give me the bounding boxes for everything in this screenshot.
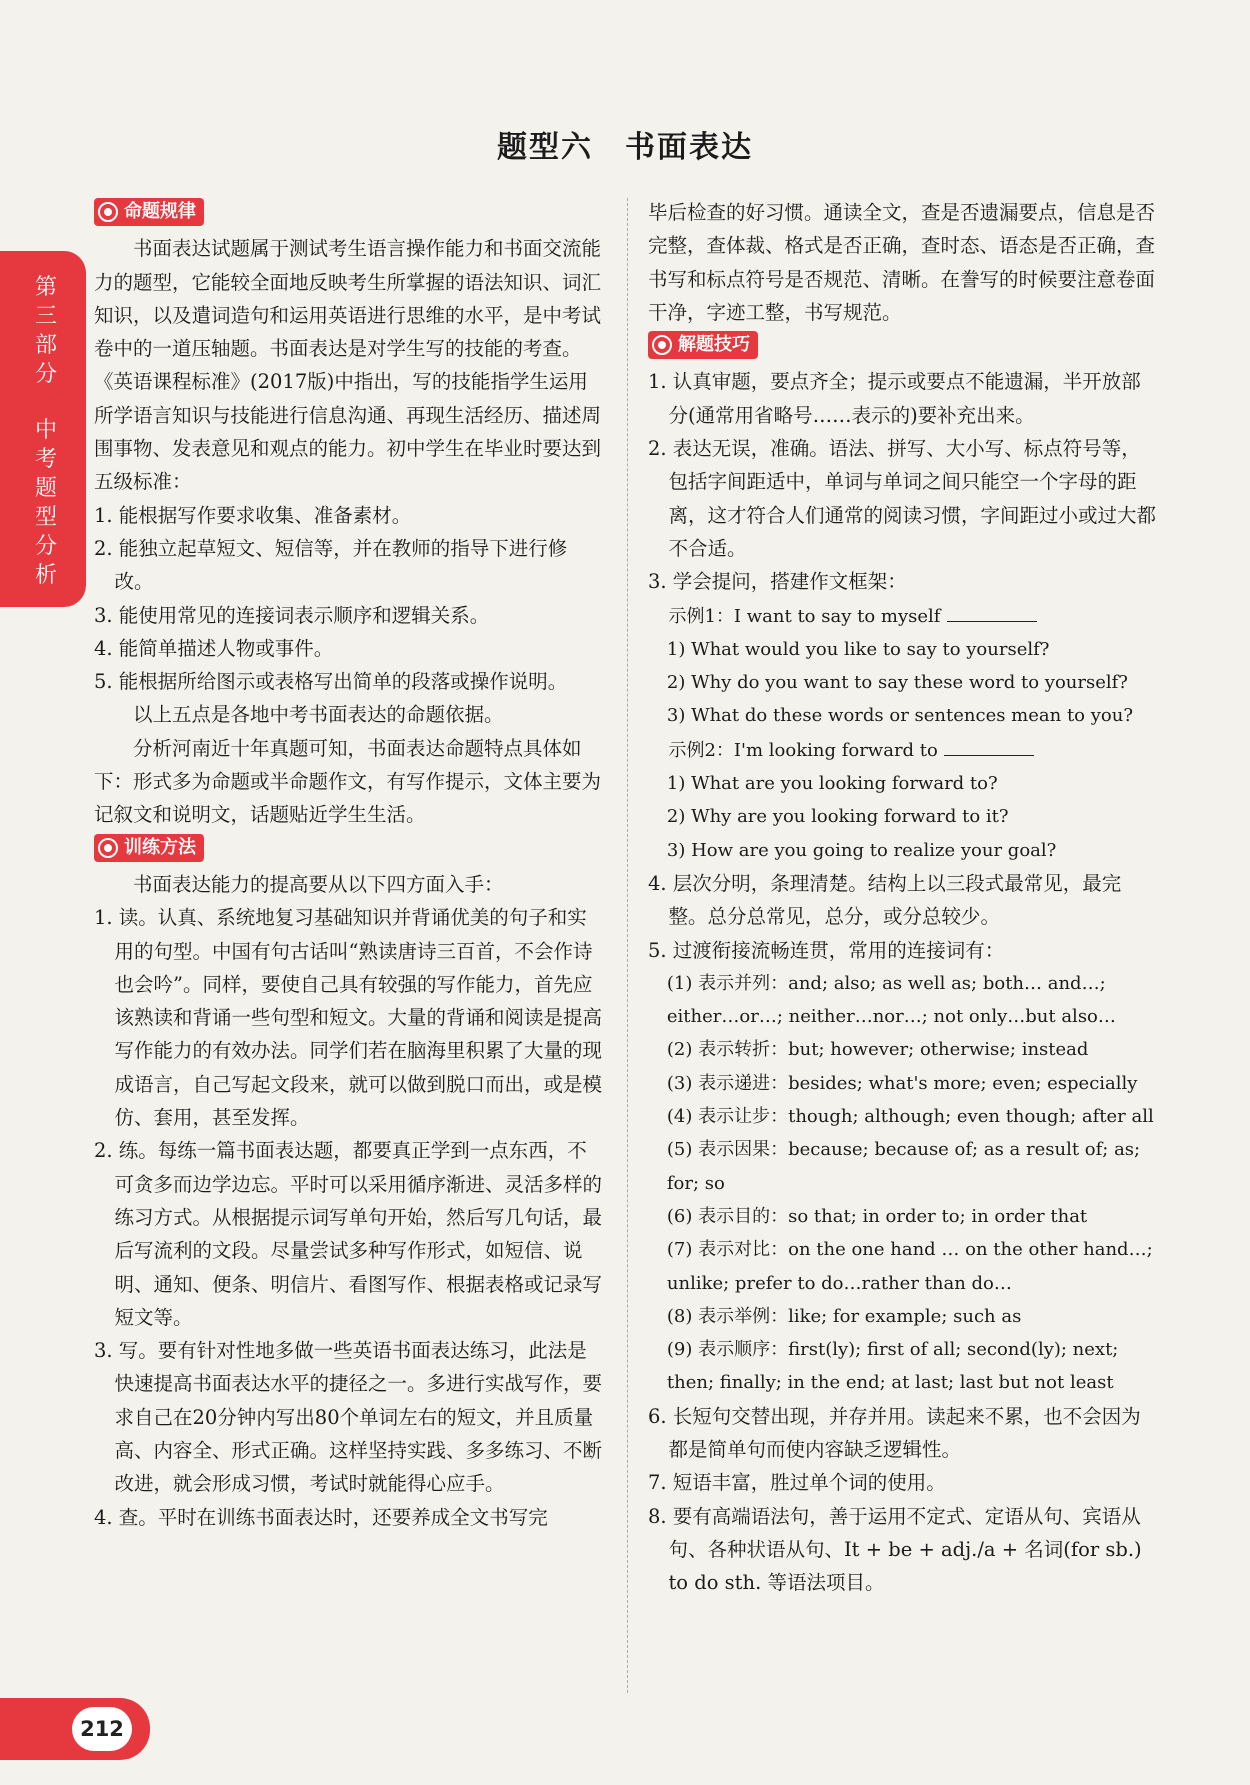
connector-line: (4) 表示让步：though; although; even though; after all: [666, 1106, 1154, 1128]
section-label-tips: [648, 331, 758, 359]
list-item: 4. 能简单描述人物或事件。: [94, 636, 334, 660]
example-question: 3) How are you going to realize your goal?: [666, 839, 1057, 861]
example-question: 2) Why are you looking forward to it?: [666, 806, 1009, 828]
list-item: 2. 表达无误，准确。语法、拼写、大小写、标点符号等，包括字间距适中，单词与单词之间只能空一个字母的距离，这才符合人们通常的阅读习惯，字间距过小或过大都不合适。: [648, 437, 1156, 560]
paragraph: 书面表达试题属于测试考生语言操作能力和书面交流能力的题型，它能较全面地反映考生所掌握的语法知识、词汇知识，以及遣词造句和运用英语进行思维的水平，是中考试卷中的一道压轴题。书面表达是对学生写的技能的考查。《英语课程标准》(2017版)中指出，写的技能指学生运用所学语言知识与技能进行信息沟通、再现生活经历、描述周围事物、发表意见和观点的能力。初中学生在毕业时要达到五级标准：: [94, 237, 602, 494]
column-divider: [627, 198, 628, 1693]
connector-line: (9) 表示顺序：first(ly); first of all; second(ly); next; then; finally; in the end; at last; last but not least: [666, 1339, 1119, 1394]
page-title: 题型六 书面表达: [497, 130, 753, 165]
list-item: 1. 认真审题，要点齐全；提示或要点不能遗漏，半开放部分(通常用省略号……表示的)要补充出来。: [648, 370, 1141, 427]
section-side-tab: [0, 251, 86, 607]
section-label-text: 命题规律: [124, 201, 196, 222]
example-question: 1) What would you like to say to yourself?: [666, 638, 1050, 660]
section-badge-icon: [98, 202, 118, 222]
list-item: 2. 练。每练一篇书面表达题，都要真正学到一点东西，不可贪多而边学边忘。平时可以采用循序渐进、灵活多样的练习方式。从根据提示词写单句开始，然后写几句话，最后写流利的文段。尽量尝试多种写作形式，如短信、说明、通知、便条、明信片、看图写作、根据表格或记录写短文等。: [94, 1139, 602, 1329]
example-line: 示例2：I'm looking forward to: [648, 733, 1160, 767]
side-tab-name: 中考题型分析: [34, 418, 57, 588]
section-label-training: [94, 834, 204, 862]
section-badge-icon: [98, 838, 118, 858]
section-label-text: 训练方法: [124, 836, 196, 858]
connector-line: (6) 表示目的：so that; in order to; in order that: [666, 1205, 1088, 1227]
paragraph: 书面表达能力的提高要从以下四方面入手：: [133, 872, 504, 896]
connector-line: (7) 表示对比：on the one hand … on the other hand…; unlike; prefer to do…rather than do…: [666, 1239, 1153, 1294]
page-number: 212: [72, 1707, 132, 1751]
list-item: 3. 写。要有针对性地多做一些英语书面表达练习，此法是快速提高书面表达水平的捷径之一。多进行实战写作，要求自己在20分钟内写出80个单词左右的短文，并且质量高、内容全、形式正确。这样坚持实践、多多练习、不断改进，就会形成习惯，考试时就能得心应手。: [94, 1339, 602, 1496]
list-item: 4. 层次分明，条理清楚。结构上以三段式最常见，最完整。总分总常见，总分，或分总较少。: [648, 871, 1122, 929]
list-item: 3. 学会提问，搭建作文框架：: [648, 570, 907, 594]
answer-blank: [947, 601, 1037, 622]
connector-line: (5) 表示因果：because; because of; as a result of; as; for; so: [666, 1139, 1141, 1194]
connector-line: (8) 表示举例：like; for example; such as: [666, 1305, 1022, 1327]
list-item: 6. 长短句交替出现，并存并用。读起来不累，也不会因为都是简单句而使内容缺乏逻辑性。: [648, 1404, 1141, 1461]
example-question: 2) Why do you want to say these word to yourself?: [666, 672, 1128, 694]
list-item: 1. 读。认真、系统地复习基础知识并背诵优美的句子和实用的句型。中国有句古话叫“熟读唐诗三百首，不会作诗也会吟”。同样，要使自己具有较强的写作能力，首先应该熟读和背诵一些句型和短文。大量的背诵和阅读是提高写作能力的有效办法。同学们若在脑海里积累了大量的现成语言，自己写起文段来，就可以做到脱口而出，或是模仿、套用，甚至发挥。: [94, 906, 602, 1130]
list-item: 2. 能独立起草短文、短信等，并在教师的指导下进行修改。: [94, 536, 568, 594]
right-column: [648, 196, 1160, 1599]
section-badge-icon: [652, 335, 672, 355]
list-item: 5. 过渡衔接流畅连贯，常用的连接词有：: [648, 938, 1005, 962]
example-question: 1) What are you looking forward to?: [666, 773, 998, 795]
side-tab-part: 第三部分: [34, 275, 57, 387]
answer-blank: [944, 735, 1034, 756]
paragraph: 毕后检查的好习惯。通读全文，查是否遗漏要点，信息是否完整，查体裁、格式是否正确，查时态、语态是否正确，查书写和标点符号是否规范、清晰。在誊写的时候要注意卷面干净，字迹工整，书写规范。: [648, 201, 1156, 324]
list-item: 1. 能根据写作要求收集、准备素材。: [94, 503, 412, 527]
list-item: 8. 要有高端语法句，善于运用不定式、定语从句、宾语从句、各种状语从句、It + be + adj./a + 名词(for sb.) to do sth. 等语法项目。: [648, 1504, 1142, 1595]
section-label-text: 解题技巧: [678, 334, 750, 356]
list-item: 5. 能根据所给图示或表格写出简单的段落或操作说明。: [94, 670, 568, 694]
example-line: 示例1：I want to say to myself: [648, 599, 1160, 633]
connector-line: (2) 表示转折：but; however; otherwise; instead: [666, 1039, 1089, 1061]
section-label-rules: [94, 198, 204, 226]
paragraph: 分析河南近十年真题可知，书面表达命题特点具体如下：形式多为命题或半命题作文，有写作提示，文体主要为记叙文和说明文，话题贴近学生生活。: [94, 736, 602, 827]
example-question: 3) What do these words or sentences mean to you?: [666, 705, 1133, 727]
connector-line: (3) 表示递进：besides; what's more; even; especially: [666, 1072, 1138, 1094]
connector-line: (1) 表示并列：and; also; as well as; both… and…; either…or…; neither…nor…; not only…but also…: [666, 972, 1116, 1028]
list-item: 3. 能使用常见的连接词表示顺序和逻辑关系。: [94, 603, 490, 627]
list-item: 7. 短语丰富，胜过单个词的使用。: [648, 1471, 946, 1495]
paragraph: 以上五点是各地中考书面表达的命题依据。: [133, 703, 504, 727]
list-item: 4. 查。平时在训练书面表达时，还要养成全文书写完: [94, 1505, 548, 1529]
left-column: [94, 196, 606, 1534]
